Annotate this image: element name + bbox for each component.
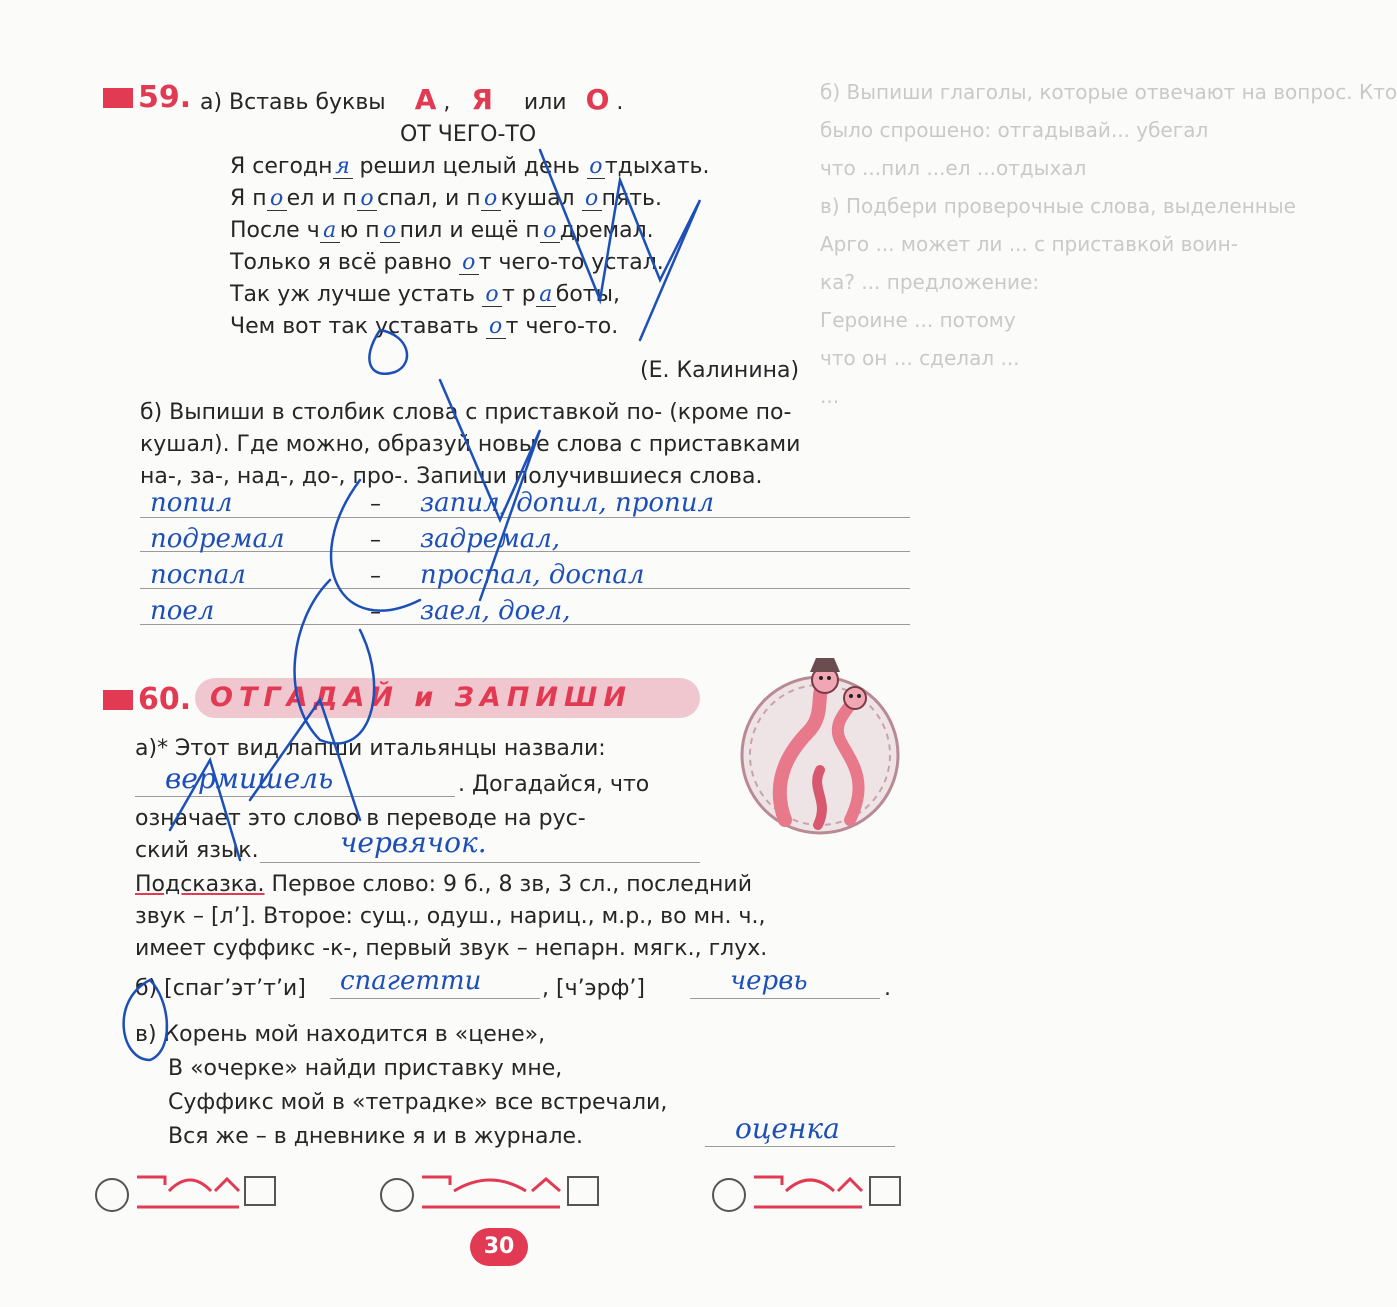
answer-left: подремал	[150, 524, 285, 554]
fill: о	[459, 252, 479, 275]
period: .	[884, 976, 891, 1001]
answer-dash: –	[370, 492, 381, 517]
answer-left: поспал	[150, 560, 246, 590]
worms-illustration	[730, 650, 910, 840]
answer-left: поел	[150, 596, 215, 626]
riddle-line: Вся же – в дневнике я и в журнале.	[168, 1124, 584, 1149]
poem-line: Я сегодн я решил целый день о тдыхать.	[230, 154, 710, 179]
fill: я	[333, 156, 353, 179]
ex60-b-t2: , [ч’эрф’]	[542, 976, 645, 1001]
ex60-b-a1: спагетти	[340, 966, 482, 996]
ex60-b-t1: б) [спаг’эт’т’и]	[135, 976, 306, 1001]
fill: о	[267, 188, 287, 211]
poem-line: Так уж лучше устать о т р а боты,	[230, 282, 620, 307]
poem-title: ОТ ЧЕГО-ТО	[400, 122, 537, 147]
ex60-b-a2: червь	[730, 966, 808, 996]
ex60-a-cont2: означает это слово в переводе на рус-	[135, 806, 586, 831]
ex60-number: 60.	[138, 682, 192, 717]
write-line	[690, 998, 880, 999]
ex60-a-cont3: ский язык.	[135, 838, 259, 863]
ex60-a-cont1: . Догадайся, что	[458, 772, 650, 797]
ex59-number: 59.	[138, 80, 192, 115]
bleed-line: было спрошено: отгадывай... убегал	[820, 118, 1209, 142]
write-line	[135, 796, 455, 797]
answer-right: запил, допил, пропил	[420, 488, 715, 518]
poem-line: Я п о ел и п о спал, и п о кушал о пять.	[230, 186, 663, 211]
bleed-line: ...	[820, 384, 840, 408]
write-line	[705, 1146, 895, 1147]
fill: о	[482, 284, 502, 307]
fill: а	[320, 220, 340, 243]
morpheme-scheme	[752, 1165, 912, 1210]
scheme-circle	[95, 1178, 129, 1212]
fill: о	[380, 220, 400, 243]
ili-word: или	[523, 90, 567, 115]
fill: о	[481, 188, 501, 211]
bleed-line: Арго ... может ли ... с приставкой воин-	[820, 232, 1238, 256]
riddle-line: в) Корень мой находится в «цене»,	[135, 1022, 546, 1047]
answer-dash: –	[370, 600, 381, 625]
letter-ya: Я	[471, 83, 493, 116]
ex59-marker	[103, 88, 133, 108]
riddle-line: Суффикс мой в «тетрадке» все встречали,	[168, 1090, 668, 1115]
bleed-line: что он ... сделал ...	[820, 346, 1020, 370]
ex59-instr-pre: а) Вставь буквы	[200, 90, 386, 115]
instr-b-line: кушал). Где можно, образуй новые слова с приставками	[140, 432, 801, 457]
hint-line: Первое слово: 9 б., 8 зв, 3 сл., последний	[271, 872, 753, 897]
ex60-a-answer: вермишель	[165, 762, 334, 795]
hint-line: имеет суффикс -к-, первый звук – непарн. мягк., глух.	[135, 936, 768, 961]
poem-line: Только я всё равно о т чего-то устал.	[230, 250, 664, 275]
ex60-title: ОТГАДАЙ и ЗАПИШИ	[210, 682, 632, 713]
hint-block	[135, 874, 752, 896]
poem	[230, 156, 710, 348]
scheme-circle	[712, 1178, 746, 1212]
morpheme-scheme	[420, 1165, 620, 1210]
letter-a: А	[414, 83, 437, 116]
instr-b-line: б) Выпиши в столбик слова с приставкой по- (кроме по-	[140, 400, 792, 425]
bleed-through	[820, 80, 1397, 408]
comma: ,	[443, 90, 451, 115]
bleed-line: Героине ... потому	[820, 308, 1016, 332]
instr-b-line: на-, за-, над-, до-, про-. Запиши получившиеся слова.	[140, 464, 763, 489]
hint-line: звук – [л’]. Второе: сущ., одуш., нариц., м.р., во мн. ч.,	[135, 904, 766, 929]
scheme-circle	[380, 1178, 414, 1212]
riddle-line: В «очерке» найди приставку мне,	[168, 1056, 563, 1081]
ex60-c-answer: оценка	[735, 1112, 840, 1145]
fill: а	[536, 284, 556, 307]
ex59-instruction-a	[200, 83, 624, 116]
poem-author: (Е. Калинина)	[640, 358, 800, 383]
ex60-a-answer2: червячок.	[340, 826, 487, 859]
period: .	[616, 90, 624, 115]
answer-dash: –	[370, 564, 381, 589]
fill: о	[587, 156, 605, 179]
ex59-instruction-b	[140, 402, 920, 498]
morpheme-scheme	[135, 1165, 285, 1210]
answer-right: заел, доел,	[420, 596, 571, 626]
page-number: 30	[483, 1234, 515, 1259]
answer-dash: –	[370, 528, 381, 553]
answer-left: попил	[150, 488, 233, 518]
letter-o: О	[585, 83, 610, 116]
fill: о	[357, 188, 377, 211]
answer-right: проспал, доспал	[420, 560, 645, 590]
write-line	[330, 998, 540, 999]
bleed-line: б) Выпиши глаголы, которые отвечают на вопрос. Кто	[820, 80, 1397, 104]
bleed-line: ка? ... предложение:	[820, 270, 1040, 294]
fill: о	[582, 188, 602, 211]
fill: о	[486, 316, 506, 339]
ex60-a-label: а)* Этот вид лапши итальянцы назвали:	[135, 736, 606, 761]
poem-line: После ч а ю п о пил и ещё п о дремал.	[230, 218, 654, 243]
poem-line: Чем вот так уставать о т чего-то.	[230, 314, 619, 339]
answer-right: задремал,	[420, 524, 561, 554]
bleed-line: что ...пил ...ел ...отдыхал	[820, 156, 1087, 180]
fill: о	[540, 220, 560, 243]
ex60-marker	[103, 690, 133, 710]
write-line	[260, 862, 700, 863]
bleed-line: в) Подбери проверочные слова, выделенные	[820, 194, 1296, 218]
hint-label: Подсказка.	[135, 872, 265, 897]
